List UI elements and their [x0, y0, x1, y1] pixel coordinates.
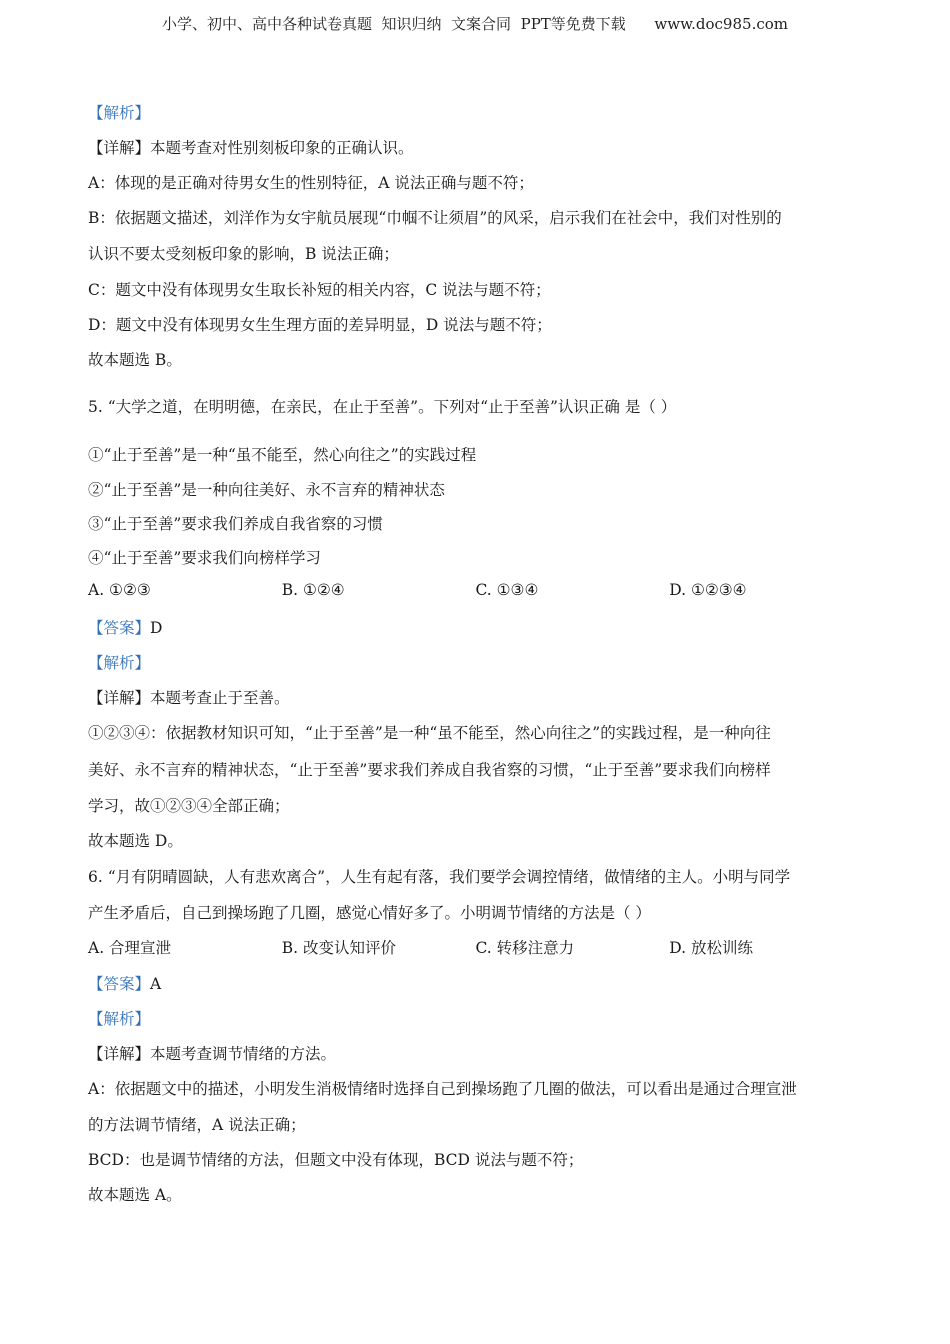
q5-item-4: ④“止于至善”要求我们向榜样学习: [88, 549, 321, 567]
q5-option-c: C. ①③④: [475, 581, 539, 599]
q5-option-d: D. ①②③④: [669, 581, 747, 599]
q6-explanation-bcd: BCD：也是调节情绪的方法，但题文中没有体现，BCD 说法与题不符；: [88, 1151, 584, 1169]
detail-tag: 【详解】: [88, 139, 151, 157]
q5-option-b: B. ①②④: [281, 581, 345, 599]
q5-item-2: ②“止于至善”是一种向往美好、永不言弃的精神状态: [88, 481, 445, 499]
q5-detail-2: 美好、永不言弃的精神状态，“止于至善”要求我们养成自我省察的习惯，“止于至善”要求我们向榜样: [88, 761, 771, 779]
explanation-d: D：题文中没有体现男女生生理方面的差异明显，D 说法与题不符；: [88, 316, 552, 334]
q5-detail-3: 学习，故①②③④全部正确；: [88, 797, 290, 815]
explanation-b: B：依据题文描述，刘洋作为女宇航员展现“巾帼不让须眉”的风采，启示我们在社会中，我们对性别的: [88, 209, 782, 227]
q5-item-1: ①“止于至善”是一种“虽不能至，然心向往之”的实践过程: [88, 446, 477, 464]
detail-tag: 【详解】: [88, 1045, 151, 1063]
question-6-stem-cont: 产生矛盾后，自己到操场跑了几圈，感觉心情好多了。小明调节情绪的方法是（ ）: [88, 904, 651, 922]
conclusion: 故本题选 A。: [88, 1186, 182, 1204]
page-header: 小学、初中、高中各种试卷真题 知识归纳 文案合同 PPT等免费下载 www.doc985.com: [161, 15, 788, 33]
q6-option-b: B. 改变认知评价: [281, 939, 396, 957]
detail-line: 【详解】本题考查止于至善。: [88, 689, 290, 707]
question-6-stem: 6. “月有阴晴圆缺，人有悲欢离合”，人生有起有落，我们要学会调控情绪，做情绪的主人。小明与同学: [88, 868, 791, 886]
q6-explanation-a-cont: 的方法调节情绪，A 说法正确；: [88, 1116, 306, 1134]
q6-answer: 【答案】A: [88, 975, 162, 993]
analysis-tag: 【解析】: [88, 654, 151, 672]
q5-item-3: ③“止于至善”要求我们养成自我省察的习惯: [88, 515, 383, 533]
q5-options: [88, 581, 863, 599]
q5-detail-1: ①②③④：依据教材知识可知，“止于至善”是一种“虽不能至，然心向往之”的实践过程，是一种向往: [88, 724, 771, 742]
analysis-tag: 【解析】: [88, 104, 151, 122]
q5-option-a: A. ①②③: [88, 581, 151, 599]
explanation-b-cont: 认识不要太受刻板印象的影响，B 说法正确；: [88, 245, 399, 263]
q6-options: [88, 936, 863, 958]
answer-tag: 【答案】: [88, 975, 151, 993]
q6-explanation-a: A：依据题文中的描述，小明发生消极情绪时选择自己到操场跑了几圈的做法，可以看出是通过合理宣泄: [88, 1080, 797, 1098]
analysis-tag: 【解析】: [88, 1010, 151, 1028]
question-5-stem: 5. “大学之道，在明明德，在亲民，在止于至善”。下列对“止于至善”认识正确 是（ ）: [88, 398, 677, 416]
answer-tag: 【答案】: [88, 619, 151, 637]
detail-line: 【详解】本题考查对性别刻板印象的正确认识。: [88, 139, 414, 157]
detail-tag: 【详解】: [88, 689, 151, 707]
explanation-a: A：体现的是正确对待男女生的性别特征，A 说法正确与题不符；: [88, 174, 534, 192]
conclusion: 故本题选 B。: [88, 351, 182, 369]
q6-option-d: D. 放松训练: [669, 939, 753, 957]
q6-option-c: C. 转移注意力: [475, 939, 575, 957]
q6-option-a: A. 合理宣泄: [88, 939, 172, 957]
q5-answer: 【答案】D: [88, 619, 163, 637]
detail-line: 【详解】本题考查调节情绪的方法。: [88, 1045, 337, 1063]
explanation-c: C：题文中没有体现男女生取长补短的相关内容，C 说法与题不符；: [88, 281, 551, 299]
conclusion: 故本题选 D。: [88, 832, 183, 850]
